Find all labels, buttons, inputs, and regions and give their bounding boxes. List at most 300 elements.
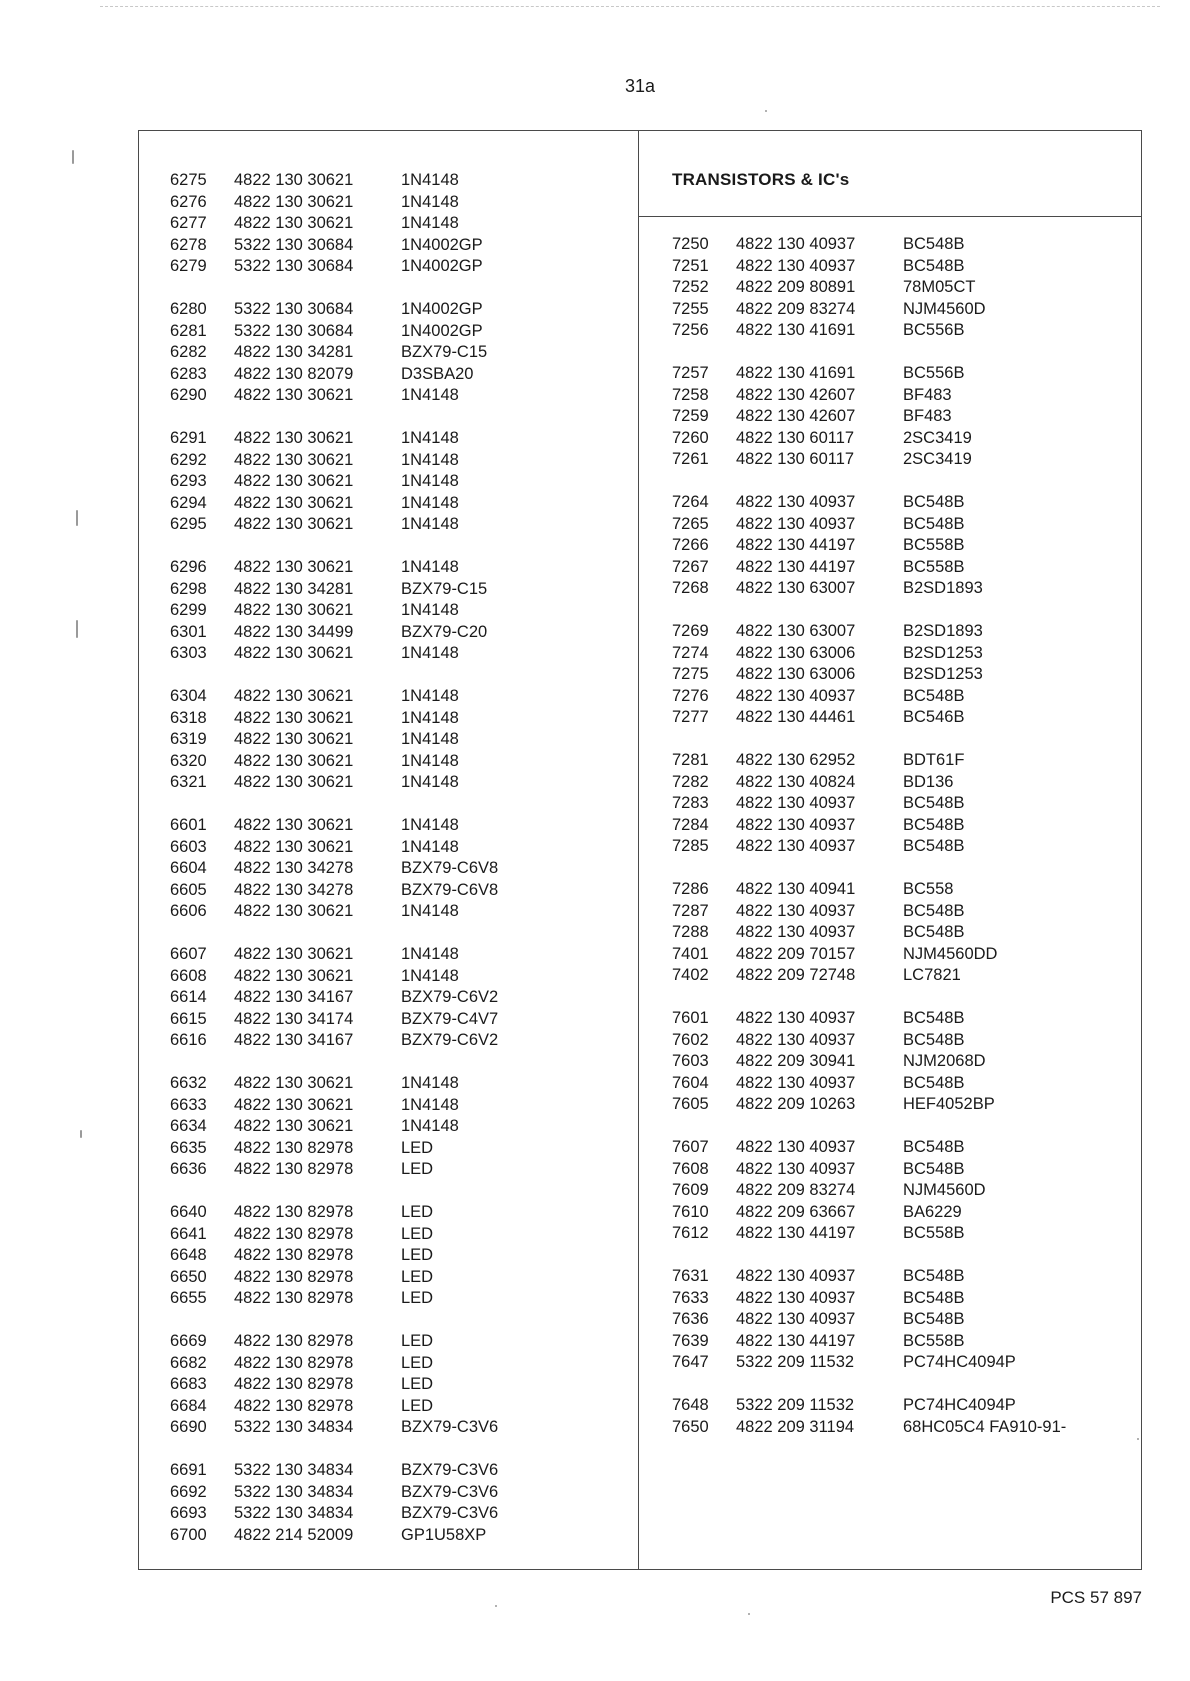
part-type: NJM4560D (903, 299, 986, 318)
position-number: 6684 (170, 1396, 207, 1415)
part-type: 1N4148 (401, 816, 459, 834)
part-code: 4822 130 34281 (234, 579, 354, 598)
part-code: 4822 209 83274 (736, 1181, 856, 1199)
part-type: PC74HC4094P (903, 1396, 1016, 1414)
part-row (672, 772, 1133, 794)
position-number: 7605 (672, 1095, 709, 1113)
position-number: 6276 (170, 192, 207, 211)
position-number: 6295 (170, 515, 207, 533)
part-type: D3SBA20 (401, 364, 474, 383)
part-code: 4822 130 82079 (234, 364, 354, 383)
part-code: 4822 130 42607 (736, 407, 856, 425)
scan-mark (765, 110, 767, 112)
part-code: 4822 130 40937 (736, 235, 856, 253)
part-row (170, 858, 631, 880)
part-type: BZX79-C6V8 (401, 859, 499, 877)
part-type: BC556B (903, 321, 965, 339)
part-type: BC548B (903, 1267, 965, 1285)
part-code: 4822 130 30621 (234, 558, 354, 576)
part-type: BC548B (903, 794, 965, 812)
position-number: 6291 (170, 429, 207, 447)
part-row (170, 1224, 631, 1246)
position-number: 7402 (672, 966, 709, 984)
part-row (672, 557, 1133, 579)
position-number: 7258 (672, 385, 709, 404)
position-number: 7261 (672, 450, 709, 468)
position-number: 6655 (170, 1289, 207, 1307)
part-row (170, 1202, 631, 1224)
position-number: 7259 (672, 407, 709, 425)
scan-mark (76, 620, 78, 638)
part-row (672, 965, 1133, 987)
part-code: 4822 209 70157 (736, 944, 856, 963)
top-edge-rule (100, 6, 1160, 8)
position-number: 7268 (672, 579, 709, 597)
part-code: 4822 130 63007 (736, 579, 856, 597)
part-code: 4822 130 82978 (234, 1332, 354, 1350)
part-code: 4822 130 40937 (736, 923, 856, 941)
part-row (170, 751, 631, 773)
part-type: 2SC3419 (903, 450, 972, 468)
part-row (672, 1180, 1133, 1202)
part-type: 1N4148 (401, 192, 459, 211)
part-code: 4822 130 30621 (234, 1117, 354, 1135)
part-code: 4822 130 41691 (736, 321, 856, 339)
part-type: BC558 (903, 880, 954, 898)
part-row (170, 514, 631, 536)
position-number: 6691 (170, 1461, 207, 1479)
part-type: 1N4148 (401, 214, 459, 232)
footer-reference: PCS 57 897 (1050, 1588, 1142, 1607)
part-row (170, 192, 631, 214)
part-type: BC548B (903, 815, 965, 834)
part-row (170, 1009, 631, 1031)
part-code: 4822 130 30621 (234, 708, 354, 727)
part-row (672, 1051, 1133, 1073)
position-number: 6296 (170, 558, 207, 576)
parts-group (672, 492, 1133, 600)
part-type: B2SD1893 (903, 579, 983, 597)
part-code: 4822 130 44461 (736, 708, 856, 726)
position-number: 6318 (170, 708, 207, 727)
part-type: BC548B (903, 1159, 965, 1178)
part-type: 2SC3419 (903, 428, 972, 447)
part-code: 4822 130 44197 (736, 1331, 856, 1350)
part-code: 4822 130 40937 (736, 686, 856, 705)
position-number: 6641 (170, 1224, 207, 1243)
position-number: 6279 (170, 257, 207, 275)
part-type: LED (401, 1203, 434, 1221)
position-number: 6321 (170, 773, 207, 791)
part-type: BC548B (903, 901, 965, 920)
part-code: 5322 130 30684 (234, 257, 354, 275)
position-number: 7265 (672, 514, 709, 533)
part-code: 4822 130 34167 (234, 988, 354, 1006)
parts-group (672, 234, 1133, 342)
part-type: BD136 (903, 772, 954, 791)
position-number: 6281 (170, 321, 207, 340)
part-code: 4822 130 41691 (736, 364, 856, 382)
part-type: BZX79-C3V6 (401, 1504, 499, 1522)
part-row (672, 234, 1133, 256)
part-row (672, 1352, 1133, 1374)
position-number: 6320 (170, 751, 207, 770)
part-row (170, 471, 631, 493)
position-number: 7603 (672, 1052, 709, 1070)
part-row (170, 1460, 631, 1482)
part-type: BZX79-C20 (401, 622, 488, 641)
position-number: 6633 (170, 1095, 207, 1114)
part-type: BDT61F (903, 751, 965, 769)
position-number: 7286 (672, 880, 709, 898)
part-row (170, 966, 631, 988)
part-row (672, 385, 1133, 407)
position-number: 7264 (672, 493, 709, 511)
part-row (170, 880, 631, 902)
part-code: 4822 130 34278 (234, 880, 354, 899)
position-number: 6632 (170, 1074, 207, 1092)
part-type: BC548B (903, 1138, 965, 1156)
part-row (170, 944, 631, 966)
position-number: 7252 (672, 278, 709, 296)
scan-mark (80, 1130, 82, 1138)
position-number: 6693 (170, 1504, 207, 1522)
part-row (672, 320, 1133, 342)
part-type: 1N4148 (401, 902, 459, 920)
position-number: 6294 (170, 493, 207, 512)
part-code: 4822 130 82978 (234, 1375, 354, 1393)
part-type: 1N4148 (401, 1074, 459, 1092)
part-code: 4822 130 40937 (736, 837, 856, 855)
part-row (672, 1223, 1133, 1245)
part-code: 4822 130 30621 (234, 945, 354, 963)
part-code: 4822 130 30621 (234, 902, 354, 920)
part-code: 4822 130 40937 (736, 1310, 856, 1328)
part-type: 1N4002GP (401, 321, 483, 340)
position-number: 6319 (170, 730, 207, 748)
position-number: 6634 (170, 1117, 207, 1135)
part-code: 4822 130 30621 (234, 644, 354, 662)
part-code: 4822 130 40937 (736, 794, 856, 812)
part-type: LED (401, 1224, 434, 1243)
position-number: 6299 (170, 601, 207, 619)
part-code: 4822 130 44197 (736, 557, 856, 576)
part-row (672, 1137, 1133, 1159)
part-row (170, 256, 631, 278)
left-parts-column (170, 170, 631, 1568)
part-type: BZX79-C3V6 (401, 1482, 499, 1501)
position-number: 7401 (672, 944, 709, 963)
part-row (672, 1266, 1133, 1288)
part-row (170, 622, 631, 644)
position-number: 6290 (170, 386, 207, 404)
part-code: 4822 130 30621 (234, 472, 354, 490)
part-type: BZX79-C15 (401, 343, 488, 361)
part-code: 4822 209 31194 (736, 1417, 855, 1436)
part-code: 4822 130 30621 (234, 192, 354, 211)
position-number: 7610 (672, 1202, 709, 1221)
part-row (672, 836, 1133, 858)
part-row (170, 321, 631, 343)
parts-group (672, 1395, 1133, 1438)
part-code: 4822 214 52009 (234, 1525, 354, 1544)
position-number: 6298 (170, 579, 207, 598)
part-row (672, 406, 1133, 428)
part-row (170, 385, 631, 407)
part-type: LED (401, 1246, 434, 1264)
part-type: BZX79-C6V8 (401, 880, 499, 899)
position-number: 7648 (672, 1396, 709, 1414)
part-code: 5322 130 34834 (234, 1418, 354, 1436)
part-row (672, 643, 1133, 665)
part-row (170, 299, 631, 321)
position-number: 7283 (672, 794, 709, 812)
part-type: BZX79-C4V7 (401, 1009, 499, 1028)
part-row (170, 1331, 631, 1353)
position-number: 6692 (170, 1482, 207, 1501)
part-code: 4822 130 40824 (736, 772, 856, 791)
part-type: BC548B (903, 493, 965, 511)
part-type: BC548B (903, 1288, 965, 1307)
part-type: BC548B (903, 837, 965, 855)
part-type: 68HC05C4 FA910-91- (903, 1417, 1067, 1436)
part-type: 1N4148 (401, 687, 459, 705)
part-code: 4822 130 40937 (736, 514, 856, 533)
part-type: LED (401, 1396, 434, 1415)
position-number: 7267 (672, 557, 709, 576)
part-row (672, 1073, 1133, 1095)
position-number: 6275 (170, 171, 207, 189)
part-type: BC548B (903, 256, 965, 275)
part-code: 4822 209 83274 (736, 299, 856, 318)
part-code: 4822 130 30621 (234, 450, 354, 469)
part-type: 1N4148 (401, 837, 459, 856)
part-row (170, 493, 631, 515)
part-row (170, 987, 631, 1009)
part-type: BC548B (903, 1310, 965, 1328)
part-row (672, 1094, 1133, 1116)
part-type: BC558B (903, 557, 965, 576)
position-number: 6683 (170, 1375, 207, 1393)
part-code: 4822 130 82978 (234, 1138, 354, 1157)
part-row (672, 944, 1133, 966)
part-type: 1N4148 (401, 773, 459, 791)
position-number: 6669 (170, 1332, 207, 1350)
part-code: 4822 130 40937 (736, 1288, 856, 1307)
part-row (170, 213, 631, 235)
part-row (672, 879, 1133, 901)
position-number: 6650 (170, 1267, 207, 1286)
position-number: 6616 (170, 1031, 207, 1049)
parts-group (170, 944, 631, 1052)
part-type: 1N4148 (401, 644, 459, 662)
part-type: BZX79-C3V6 (401, 1418, 499, 1436)
part-type: BZX79-C6V2 (401, 988, 499, 1006)
position-number: 7287 (672, 901, 709, 920)
part-row (672, 578, 1133, 600)
part-type: GP1U58XP (401, 1525, 487, 1544)
scan-mark (1137, 1438, 1139, 1440)
part-row (170, 643, 631, 665)
part-row (170, 708, 631, 730)
part-type: 78M05CT (903, 278, 976, 296)
part-code: 4822 130 34278 (234, 859, 354, 877)
parts-group (170, 1202, 631, 1310)
part-row (672, 922, 1133, 944)
part-row (672, 1288, 1133, 1310)
part-row (170, 729, 631, 751)
part-type: BC548B (903, 1009, 965, 1027)
parts-group (672, 363, 1133, 471)
position-number: 6304 (170, 687, 207, 705)
position-number: 7275 (672, 665, 709, 683)
part-row (170, 1396, 631, 1418)
parts-group (170, 815, 631, 923)
part-type: 1N4148 (401, 708, 459, 727)
part-code: 4822 130 30621 (234, 751, 354, 770)
parts-group (672, 1266, 1133, 1374)
position-number: 7274 (672, 643, 709, 662)
position-number: 6635 (170, 1138, 207, 1157)
part-code: 4822 130 60117 (736, 428, 855, 447)
part-code: 4822 130 82978 (234, 1246, 354, 1264)
part-code: 4822 130 40937 (736, 1267, 856, 1285)
position-number: 6636 (170, 1160, 207, 1178)
position-number: 7647 (672, 1353, 709, 1371)
part-type: LED (401, 1267, 434, 1286)
part-row (170, 342, 631, 364)
position-number: 7650 (672, 1417, 709, 1436)
part-row (170, 837, 631, 859)
position-number: 6640 (170, 1203, 207, 1221)
parts-group (170, 1331, 631, 1439)
scan-mark (76, 510, 78, 526)
parts-group (170, 686, 631, 794)
position-number: 6303 (170, 644, 207, 662)
position-number: 7256 (672, 321, 709, 339)
part-row (170, 600, 631, 622)
part-type: BC558B (903, 1224, 965, 1242)
part-code: 4822 209 10263 (736, 1095, 856, 1113)
part-row (170, 815, 631, 837)
parts-group (672, 621, 1133, 729)
position-number: 7251 (672, 256, 709, 275)
part-type: LED (401, 1138, 434, 1157)
position-number: 6614 (170, 988, 207, 1006)
position-number: 6292 (170, 450, 207, 469)
part-row (672, 428, 1133, 450)
part-row (170, 1159, 631, 1181)
part-code: 4822 130 40937 (736, 1009, 856, 1027)
position-number: 7257 (672, 364, 709, 382)
part-type: 1N4002GP (401, 300, 483, 318)
part-code: 4822 130 40937 (736, 1138, 856, 1156)
part-type: 1N4148 (401, 472, 459, 490)
part-row (170, 1353, 631, 1375)
part-type: 1N4148 (401, 730, 459, 748)
part-type: BZX79-C15 (401, 579, 488, 598)
part-row (170, 901, 631, 923)
section-header-rule (638, 216, 1142, 217)
part-code: 4822 130 44197 (736, 1224, 856, 1242)
parts-group (170, 428, 631, 536)
part-row (672, 707, 1133, 729)
part-row (170, 1482, 631, 1504)
position-number: 6293 (170, 472, 207, 490)
part-type: HEF4052BP (903, 1095, 995, 1113)
part-type: BC548B (903, 923, 965, 941)
part-type: BC548B (903, 686, 965, 705)
part-type: B2SD1253 (903, 643, 983, 662)
part-code: 4822 130 30621 (234, 515, 354, 533)
part-type: 1N4148 (401, 558, 459, 576)
part-row (170, 1116, 631, 1138)
part-type: BC548B (903, 514, 965, 533)
part-row (672, 277, 1133, 299)
position-number: 6282 (170, 343, 207, 361)
position-number: 6606 (170, 902, 207, 920)
part-type: LED (401, 1289, 434, 1307)
part-code: 4822 130 30621 (234, 601, 354, 619)
position-number: 7639 (672, 1331, 709, 1350)
parts-group (672, 1008, 1133, 1116)
position-number: 7604 (672, 1073, 709, 1092)
part-code: 5322 130 34834 (234, 1461, 354, 1479)
part-type: 1N4148 (401, 386, 459, 404)
part-row (170, 1030, 631, 1052)
parts-group (170, 170, 631, 278)
part-type: 1N4148 (401, 1095, 459, 1114)
position-number: 7633 (672, 1288, 709, 1307)
part-type: 1N4148 (401, 601, 459, 619)
part-type: BC556B (903, 364, 965, 382)
position-number: 7260 (672, 428, 709, 447)
part-row (672, 1331, 1133, 1353)
part-code: 4822 130 62952 (736, 751, 856, 769)
position-number: 7609 (672, 1181, 709, 1199)
part-code: 5322 130 30684 (234, 300, 354, 318)
part-row (672, 1395, 1133, 1417)
part-code: 4822 130 30621 (234, 687, 354, 705)
part-code: 4822 130 40937 (736, 493, 856, 511)
part-code: 5322 130 34834 (234, 1482, 354, 1501)
part-code: 4822 209 63667 (736, 1202, 856, 1221)
part-row (170, 1525, 631, 1547)
part-code: 4822 130 30621 (234, 1095, 354, 1114)
parts-group (170, 299, 631, 407)
part-type: BC558B (903, 1331, 965, 1350)
position-number: 6700 (170, 1525, 207, 1544)
part-row (672, 1417, 1133, 1439)
part-type: LED (401, 1160, 434, 1178)
part-row (672, 363, 1133, 385)
part-code: 4822 130 82978 (234, 1203, 354, 1221)
part-row (170, 1288, 631, 1310)
part-type: BC548B (903, 1030, 965, 1049)
part-type: 1N4002GP (401, 257, 483, 275)
position-number: 6607 (170, 945, 207, 963)
part-type: BZX79-C6V2 (401, 1031, 499, 1049)
position-number: 7612 (672, 1224, 709, 1242)
part-code: 4822 209 72748 (736, 966, 856, 984)
part-row (170, 1267, 631, 1289)
part-code: 4822 130 82978 (234, 1267, 354, 1286)
position-number: 6604 (170, 859, 207, 877)
part-code: 4822 130 82978 (234, 1160, 354, 1178)
part-type: 1N4148 (401, 450, 459, 469)
part-code: 4822 130 30621 (234, 773, 354, 791)
position-number: 7636 (672, 1310, 709, 1328)
